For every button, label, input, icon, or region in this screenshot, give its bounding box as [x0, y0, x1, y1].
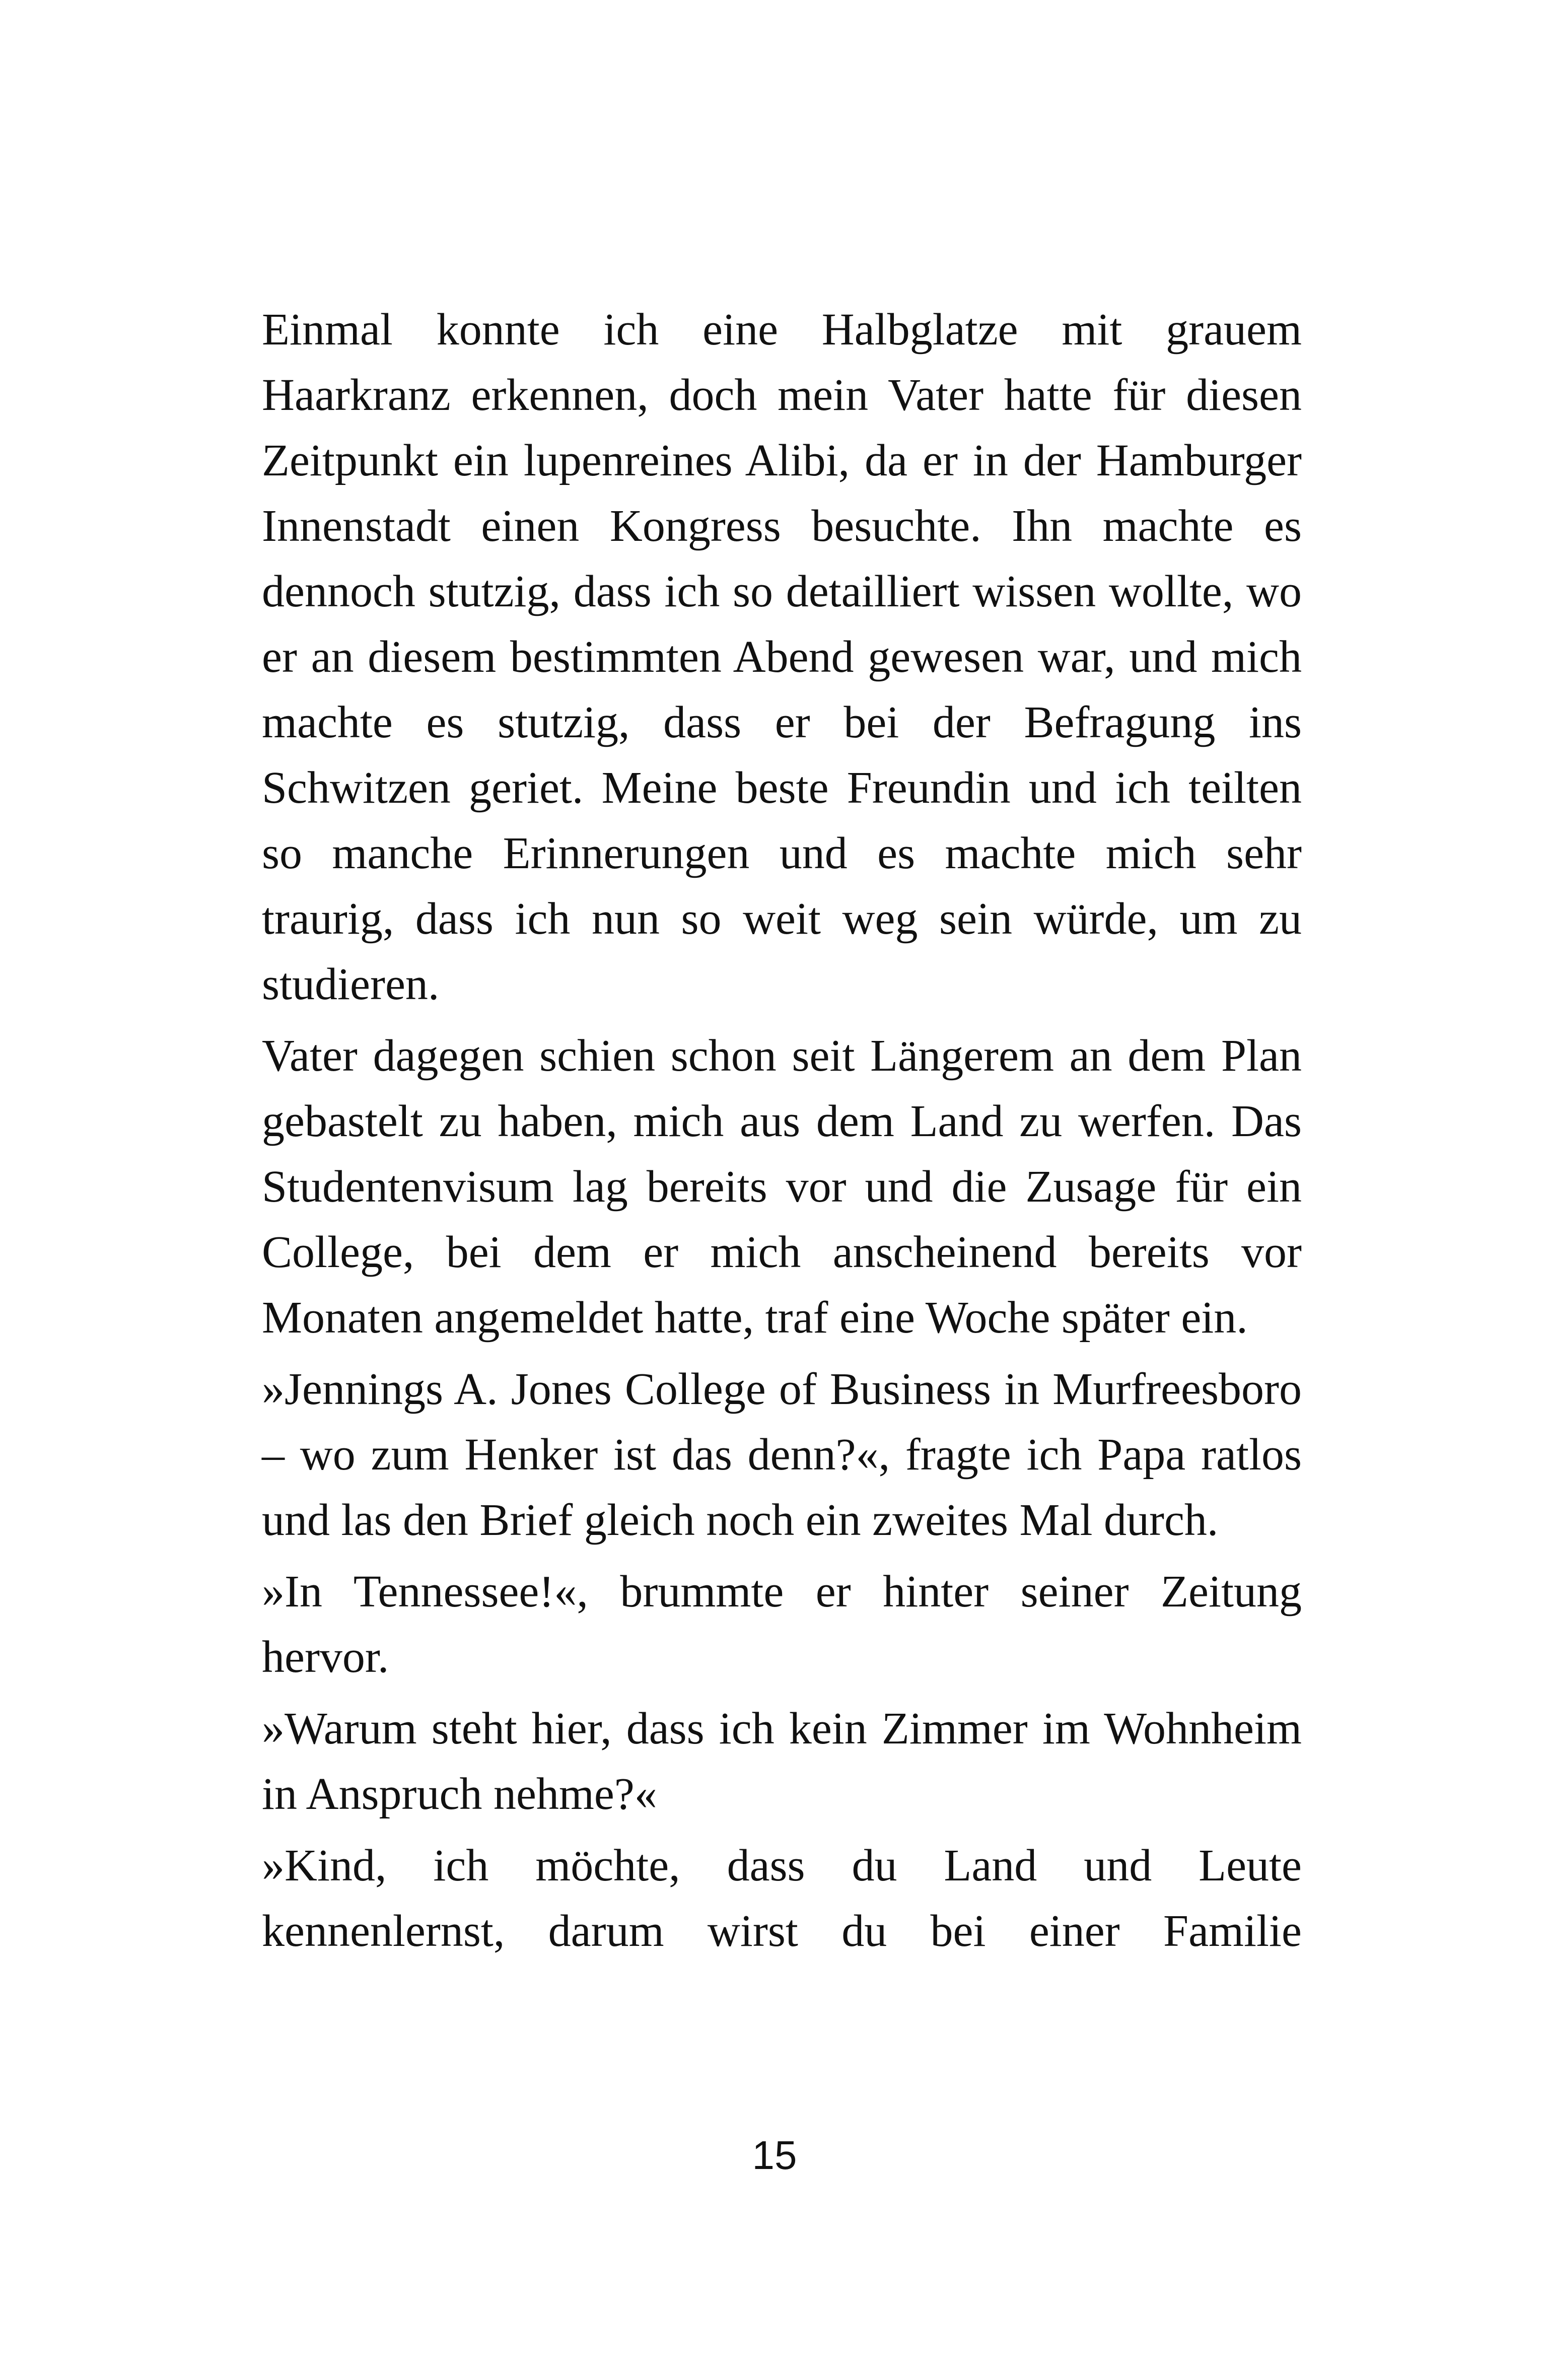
- paragraph: Einmal konnte ich eine Halbglatze mit grauem Haarkranz erkennen, doch mein Vater hatte für diesen Zeitpunkt ein lupenreines Alibi, da er in der Hamburger Innenstadt einen Kongress besuchte. Ihn machte es dennoch stutzig, dass ich so detailliert wissen wollte, wo er an diesem bestimmten Abend gewesen war, und mich machte es stutzig, dass er bei der Befragung ins Schwitzen geriet. Meine beste Freundin und ich teilten so manche Erinnerungen und es machte mich sehr traurig, dass ich nun so weit weg sein würde, um zu studieren.: [262, 305, 1302, 1009]
- paragraph: »Warum steht hier, dass ich kein Zimmer im Wohnheim in Anspruch nehme?«: [262, 1704, 1302, 1819]
- body-text: [262, 297, 1302, 1970]
- paragraph: »In Tennessee!«, brummte er hinter seiner Zeitung hervor.: [262, 1567, 1302, 1682]
- paragraph: »Kind, ich möchte, dass du Land und Leute kennenlernst, darum wirst du bei einer Familie: [262, 1841, 1302, 1956]
- paragraph: Vater dagegen schien schon seit Längerem an dem Plan gebastelt zu haben, mich aus dem Land zu werfen. Das Studentenvisum lag bereits vor und die Zusage für ein College, bei dem er mich anscheinend bereits vor Monaten angemeldet hatte, traf eine Woche später ein.: [262, 1031, 1302, 1343]
- page-number: 15: [752, 2133, 797, 2178]
- paragraph: »Jennings A. Jones College of Business in Murfreesboro – wo zum Henker ist das denn?«, fragte ich Papa ratlos und las den Brief gleich noch ein zweites Mal durch.: [262, 1364, 1302, 1545]
